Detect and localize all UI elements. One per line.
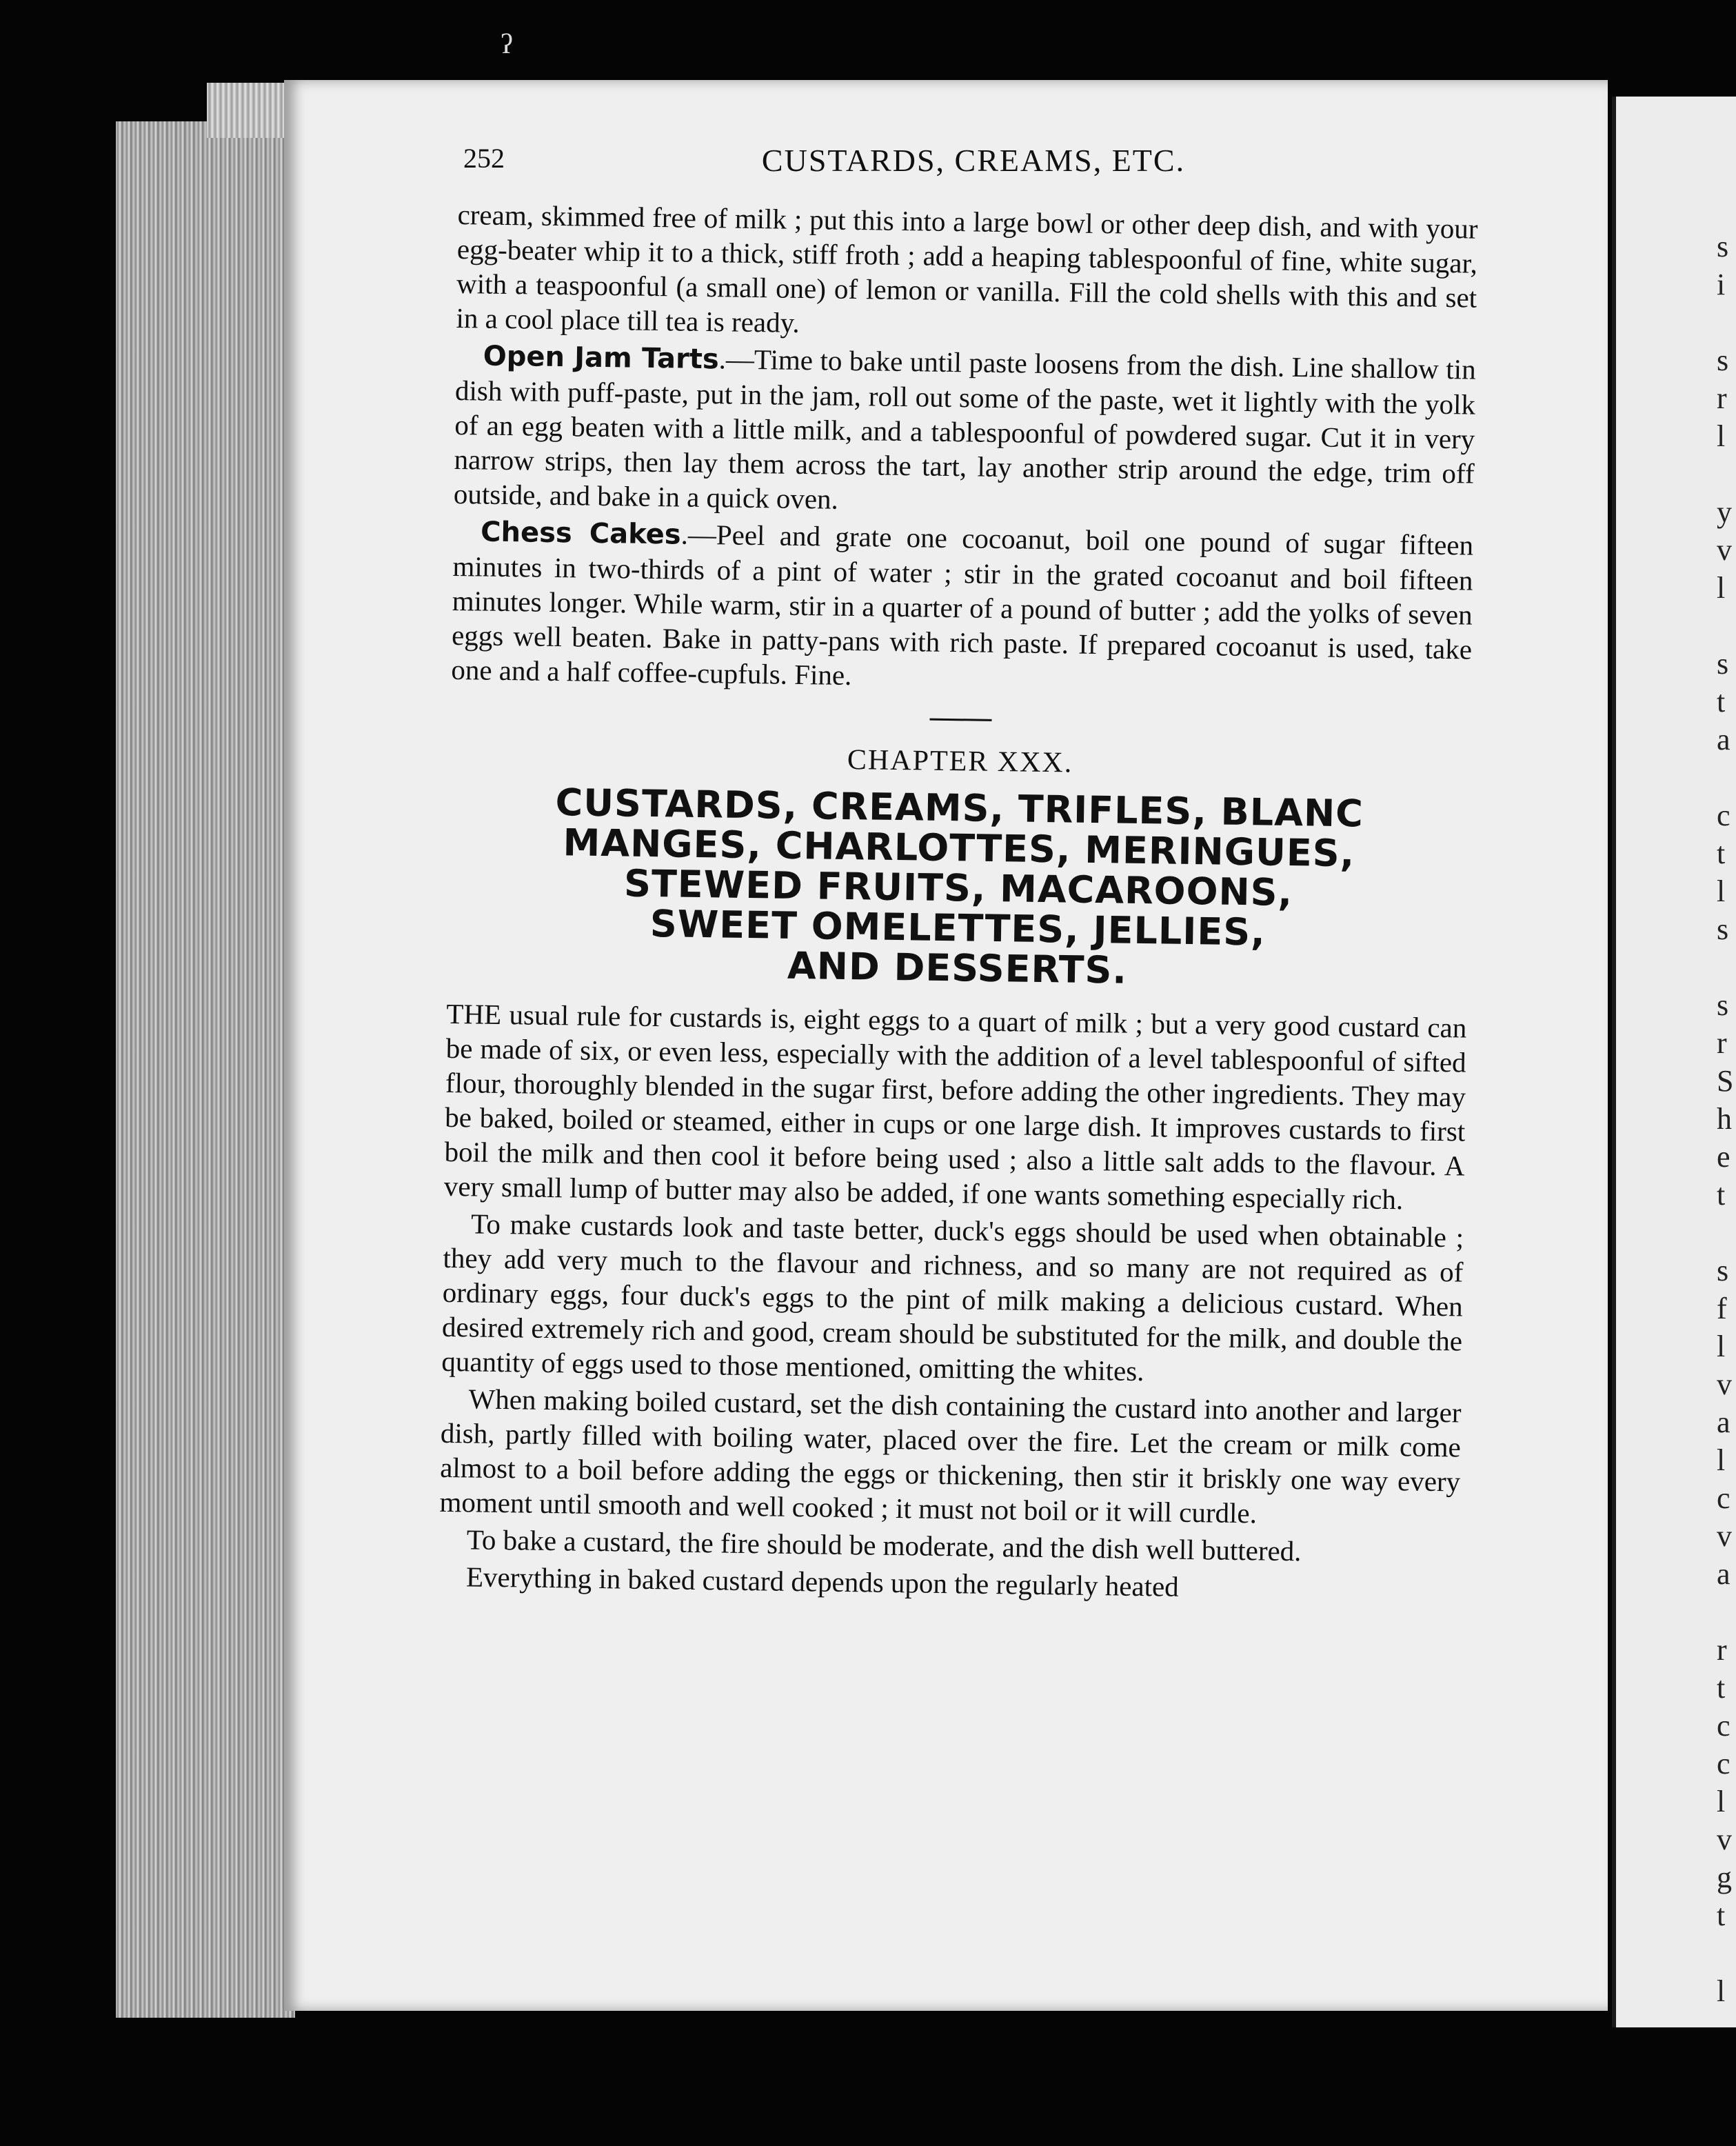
page-header: [463, 142, 1484, 190]
edge-letter: e: [1717, 1140, 1730, 1174]
edge-letter: t: [1717, 1671, 1726, 1705]
edge-letter: t: [1717, 1178, 1726, 1212]
edge-letter: s: [1717, 343, 1729, 377]
chapter-title: [447, 781, 1470, 996]
edge-letter: [1717, 455, 1732, 493]
edge-letter: r: [1717, 1026, 1727, 1060]
body-paragraph-3: When making boiled custard, set the dish containing the custard into another and larger dish, partly filled with boiling water, placed over the fire. Let the cream or milk come almost to a boil before adding the eggs or thickening, then stir it briskly one way every moment until smooth and well cooked ; it must not boil or it will curdle.: [439, 1383, 1462, 1530]
edge-letter: r: [1717, 381, 1727, 415]
edge-letter: c: [1717, 1747, 1730, 1781]
lead-word: THE: [446, 997, 502, 1030]
edge-letter: a: [1717, 723, 1730, 756]
chapter-title-line: STEWED FRUITS, MACAROONS,: [623, 861, 1293, 915]
section-divider: [929, 719, 991, 721]
edge-letter: [1717, 607, 1732, 645]
edge-letter: [1717, 303, 1732, 341]
edge-letter: t: [1717, 1898, 1726, 1932]
edge-letter: [1717, 1593, 1732, 1631]
edge-letter: s: [1717, 912, 1729, 946]
edge-letter: [1717, 1934, 1732, 1972]
edge-letter: h: [1717, 1102, 1732, 1136]
chapter-title-line: CUSTARDS, CREAMS, TRIFLES, BLANC: [555, 781, 1364, 836]
edge-letter: S: [1717, 1064, 1734, 1098]
running-head: CUSTARDS, CREAMS, ETC.: [761, 143, 1186, 178]
edge-letter: c: [1717, 1481, 1730, 1515]
body-paragraph-4: To bake a custard, the fire should be moderate, and the dish well buttered.: [466, 1523, 1302, 1567]
body-paragraph-2: To make custards look and taste better, duck's eggs should be used when obtainable ; they add very much to the flavour and richness, and so many are not required as of ordinary eggs, four duck's eggs to the pint of milk making a delicious custard. When desired extremely rich and good, cream should be substituted for the milk, and double the quantity of eggs used to those mentioned, omitting the whites.: [441, 1207, 1464, 1387]
recipe-open-jam-tarts: [454, 338, 1476, 525]
edge-letter: t: [1717, 836, 1726, 870]
paragraph-text: usual rule for custards is, eight eggs to a quart of milk ; but a very good custard can be made of six, or even less, especially with the addition of a level tablespoonful of sifted flour, thoroughly blended in the sugar first, before adding the other ingredients. They may be baked, boiled or steamed, either in cups or one large dish. It improves custards to first boil the milk and then cool it before being used ; also a little salt adds to the flavour. A very small lump of butter may also be added, if one wants something especially rich.: [443, 998, 1467, 1216]
chapter-title-line: MANGES, CHARLOTTES, MERINGUES,: [563, 821, 1355, 876]
edge-letter: [1717, 759, 1732, 796]
edge-letter: l: [1717, 571, 1726, 605]
edge-letter: c: [1717, 799, 1730, 832]
edge-letter: s: [1717, 230, 1729, 263]
edge-letter: f: [1717, 1292, 1727, 1325]
edge-letter: s: [1717, 1254, 1729, 1287]
edge-letter: v: [1717, 1519, 1732, 1553]
edge-letter: [1717, 948, 1732, 986]
edge-letter: l: [1717, 419, 1726, 453]
text-block: [438, 197, 1478, 1610]
right-page-edge-text: [1717, 228, 1732, 2010]
recipe-text: .—Peel and grate one cocoanut, boil one pound of sugar fifteen minutes in two-thirds of a pint of water ; stir in the grated cocoanut and boil fifteen minutes longer. While warm, stir in a quarter of a pound of butter ; add the yolks of seven eggs well beaten. Bake in patty-pans with rich paste. If prepared cocoanut is used, take one and a half coffee-cupfuls. Fine.: [451, 518, 1474, 692]
edge-letter: v: [1717, 1367, 1732, 1401]
book-page-edges: [116, 121, 295, 2018]
edge-letter: l: [1717, 874, 1726, 908]
edge-letter: [1717, 1214, 1732, 1252]
recipe-text: .—Time to bake until paste loosens from the dish. Line shallow tin dish with puff-paste, put in the jam, roll out some of the paste, wet it lightly with the yolk of an egg beaten with a little milk, and a tablespoonful of powdered sugar. Cut it in very narrow strips, then lay them across the tart, lay another strip around the edge, trim off outside, and bake in a quick oven.: [453, 343, 1476, 515]
recipe-title: Open Jam Tarts: [483, 340, 720, 376]
edge-letter: l: [1717, 1974, 1726, 2008]
edge-letter: c: [1717, 1709, 1730, 1743]
edge-letter: l: [1717, 1443, 1726, 1477]
edge-letter: a: [1717, 1405, 1730, 1439]
edge-letter: g: [1717, 1861, 1732, 1894]
body-paragraph-1: [444, 996, 1467, 1218]
recipe-chess-cakes: [451, 514, 1473, 701]
edge-letter: y: [1717, 495, 1732, 529]
edge-letter: i: [1717, 268, 1726, 301]
page-corner-mark: ʔ: [501, 28, 513, 59]
edge-letter: r: [1717, 1633, 1727, 1667]
recipe-title: Chess Cakes: [480, 516, 681, 551]
body-paragraph-5: Everything in baked custard depends upon the regularly heated: [465, 1561, 1180, 1603]
left-page: [284, 80, 1608, 2011]
edge-letter: s: [1717, 988, 1729, 1022]
chapter-title-line: SWEET OMELETTES, JELLIES,: [649, 901, 1266, 954]
edge-letter: l: [1717, 1330, 1726, 1363]
edge-letter: v: [1717, 533, 1732, 567]
edge-letter: s: [1717, 647, 1729, 681]
page-number: 252: [463, 143, 505, 174]
edge-letter: t: [1717, 685, 1726, 719]
continued-paragraph: cream, skimmed free of milk ; put this into a large bowl or other deep dish, and with your egg-beater whip it to a thick, stiff froth ; add a heaping tablespoonful of fine, white sugar, with a teaspoonful (a small one) of lemon or vanilla. Fill the cold shells with this and set in a cool place till tea is ready.: [456, 198, 1478, 339]
chapter-title-line: AND DESSERTS.: [787, 943, 1128, 992]
edge-letter: l: [1717, 1785, 1726, 1818]
edge-letter: a: [1717, 1557, 1730, 1591]
edge-letter: v: [1717, 1823, 1732, 1856]
chapter-number: CHAPTER XXX.: [847, 743, 1073, 779]
